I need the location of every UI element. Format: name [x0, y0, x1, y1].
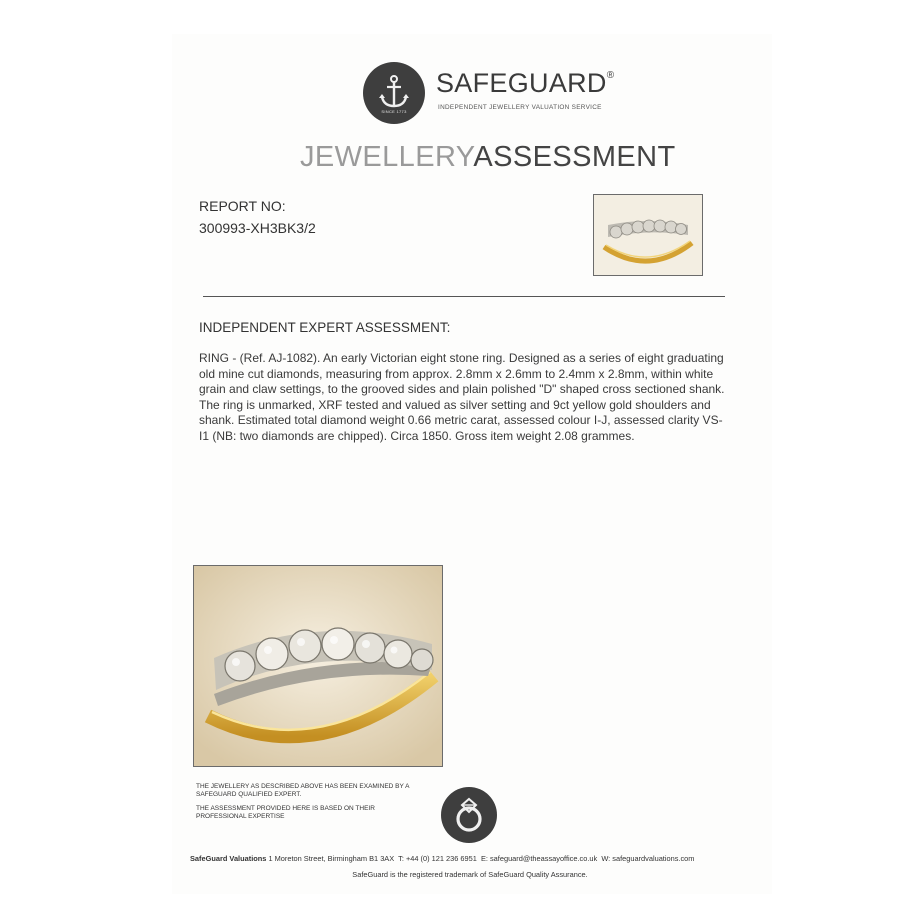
assessment-heading: INDEPENDENT EXPERT ASSESSMENT:: [199, 320, 451, 335]
document-title: [300, 141, 676, 174]
title-dark-word: ASSESSMENT: [473, 141, 676, 173]
title-light-word: JEWELLERY: [300, 141, 474, 173]
assessment-description: RING - (Ref. AJ-1082). An early Victorian eight stone ring. Designed as a series of eight graduating old mine cut diamonds, measuring from approx. 2.8mm x 2.6mm to 2.4mm x 2.8mm, within white grain and claw settings, to the grooved sides and plain polished "D" shaped cross sectioned shank. The ring is unmarked, XRF tested and valued as silver setting and 9ct yellow gold shoulders and shank. Estimated total diamond weight 0.66 metric carat, assessed colour I-J, assessed clarity VS-I1 (NB: two diamonds are chipped). Circa 1850. Gross item weight 2.08 grammes.: [199, 351, 725, 443]
section-divider: [203, 296, 725, 297]
brand-name: [436, 68, 614, 99]
disclaimer-line-1: THE JEWELLERY AS DESCRIBED ABOVE HAS BEEN EXAMINED BY A SAFEGUARD QUALIFIED EXPERT.: [196, 783, 410, 799]
brand-tagline: INDEPENDENT JEWELLERY VALUATION SERVICE: [438, 104, 602, 111]
footer-trademark: SafeGuard is the registered trademark of SafeGuard Quality Assurance.: [352, 870, 588, 879]
report-number: 300993-XH3BK3/2: [199, 220, 316, 236]
footer-web: W: safeguardvaluations.com: [601, 854, 695, 863]
logo-since-text: SINCE 1773: [381, 109, 407, 114]
ring-icon: [450, 796, 488, 834]
registered-mark: ®: [606, 70, 615, 81]
report-label: REPORT NO:: [199, 198, 286, 214]
brand-name-text: SAFEGUARD: [436, 68, 607, 98]
anchor-icon: [374, 73, 414, 113]
footer-email: E: safeguard@theassayoffice.co.uk: [480, 854, 598, 863]
ring-thumbnail-photo: [593, 194, 703, 276]
footer-address: 1 Moreton Street, Birmingham B1 3AX: [268, 854, 395, 863]
disclaimer-line-2: THE ASSESSMENT PROVIDED HERE IS BASED ON THEIR PROFESSIONAL EXPERTISE: [196, 804, 375, 820]
ring-photo: [193, 565, 443, 767]
footer-company: SafeGuard Valuations: [190, 854, 267, 863]
ring-badge: [441, 787, 497, 843]
disclaimer: [196, 783, 426, 826]
footer-phone: T: +44 (0) 121 236 6951: [398, 854, 477, 863]
footer-contact: [190, 854, 750, 863]
safeguard-logo: [363, 62, 425, 124]
